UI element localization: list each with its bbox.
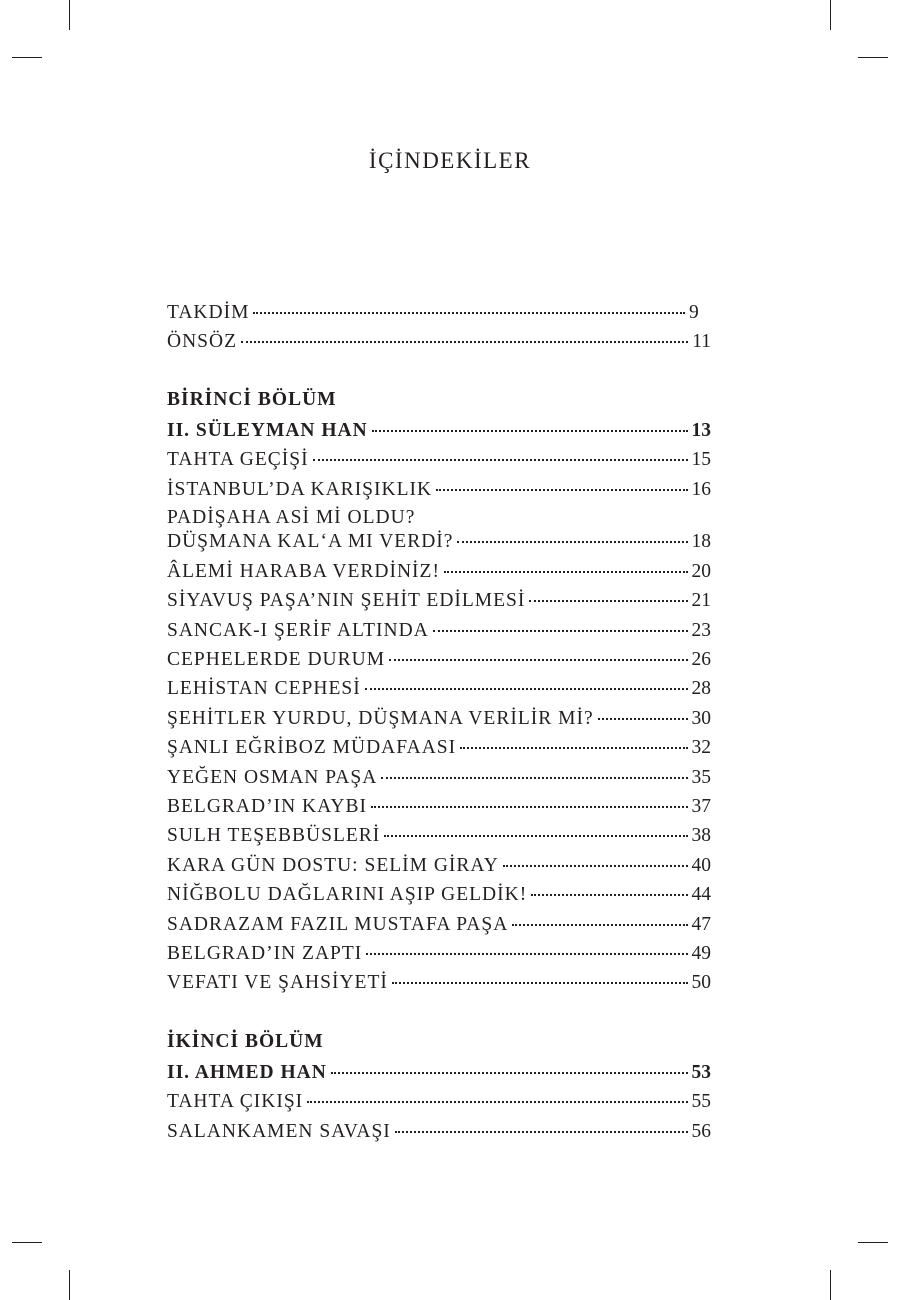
toc-entry-page: 44 [691, 884, 711, 906]
toc-entry-label: SANCAK-I ŞERİF ALTINDA [167, 619, 429, 641]
dot-leader [444, 551, 688, 573]
crop-mark [830, 1270, 831, 1300]
toc-part-1 [167, 385, 711, 996]
crop-mark [858, 1242, 888, 1243]
toc-chapter-label: II. SÜLEYMAN HAN [167, 419, 368, 441]
toc-entry-label: SİYAVUŞ PAŞA’NIN ŞEHİT EDİLMESİ [167, 590, 526, 612]
dot-leader [365, 669, 688, 691]
toc-entry-label: ÂLEMİ HARABA VERDİNİZ! [167, 560, 440, 582]
toc-entry-label: ÖNSÖZ [167, 330, 238, 352]
toc-entry-page: 15 [691, 449, 711, 471]
toc-chapter-page: 53 [691, 1061, 711, 1083]
toc-entry[interactable] [167, 1115, 711, 1144]
dot-leader [313, 440, 688, 462]
dot-leader [433, 610, 688, 632]
dot-leader [372, 410, 688, 432]
toc-entry-label: BELGRAD’IN ZAPTI [167, 942, 363, 964]
dot-leader [598, 698, 688, 720]
toc-entry-page: 55 [691, 1091, 711, 1113]
dot-leader [392, 963, 688, 985]
toc-entry-page: 35 [691, 766, 711, 788]
toc-entry-page: 9 [689, 301, 699, 323]
toc-entry[interactable] [167, 473, 711, 502]
crop-mark [69, 1270, 70, 1300]
toc-entry-page: 26 [691, 649, 711, 671]
toc-front [167, 296, 711, 355]
toc-entry-label: VEFATI VE ŞAHSİYETİ [167, 972, 388, 994]
toc-entry-label: ŞANLI EĞRİBOZ MÜDAFAASI [167, 737, 457, 759]
dot-leader [389, 640, 687, 662]
section-heading: BİRİNCİ BÖLÜM [167, 389, 337, 410]
toc-entry-label: NİĞBOLU DAĞLARINI AŞIP GELDİK! [167, 884, 528, 906]
toc-entry-page: 16 [691, 478, 711, 500]
dot-leader [331, 1052, 688, 1074]
toc-entry-page: 11 [692, 330, 711, 352]
toc-entry-page: 37 [691, 795, 711, 817]
toc-entry[interactable] [167, 967, 711, 996]
toc-entry-page: 40 [691, 854, 711, 876]
dot-leader [460, 728, 687, 750]
toc-entry-label: TAHTA ÇIKIŞI [167, 1091, 304, 1113]
toc-entry-label: ŞEHİTLER YURDU, DÜŞMANA VERİLİR Mİ? [167, 707, 594, 729]
toc-entry-label: SADRAZAM FAZIL MUSTAFA PAŞA [167, 913, 509, 935]
toc-entry-page: 21 [691, 590, 711, 612]
toc-entry-label: TAHTA GEÇİŞİ [167, 449, 309, 471]
toc-entry-page: 38 [691, 825, 711, 847]
toc-entry-page: 50 [691, 972, 711, 994]
toc-entry-page: 30 [691, 707, 711, 729]
page-title: İÇİNDEKİLER [368, 148, 532, 173]
dot-leader [457, 522, 687, 544]
dot-leader [395, 1111, 688, 1133]
toc-entry-label: CEPHELERDE DURUM [167, 649, 386, 671]
toc-chapter-page: 13 [691, 419, 711, 441]
toc-entry-page: 28 [691, 678, 711, 700]
dot-leader [253, 292, 685, 314]
dot-leader [503, 845, 688, 867]
crop-mark [69, 0, 70, 30]
toc-chapter-label: II. AHMED HAN [167, 1061, 327, 1083]
toc-entry-label: LEHİSTAN CEPHESİ [167, 678, 361, 700]
dot-leader [512, 904, 687, 926]
toc-entry-page: 23 [691, 619, 711, 641]
dot-leader [381, 757, 687, 779]
toc-entry-label: DÜŞMANA KAL‘A MI VERDİ? [167, 531, 454, 553]
dot-leader [371, 786, 688, 808]
crop-mark [858, 57, 888, 58]
crop-mark [12, 57, 42, 58]
toc-entry-page: 49 [691, 942, 711, 964]
toc-entry-label-line: PADİŞAHA ASİ Mİ OLDU? [167, 506, 416, 528]
crop-mark [830, 0, 831, 30]
toc-entry-label: BELGRAD’IN KAYBI [167, 795, 367, 817]
toc-part-2 [167, 1027, 711, 1145]
toc-entry-page: 47 [691, 913, 711, 935]
dot-leader [366, 933, 687, 955]
dot-leader [241, 321, 688, 343]
toc-entry-label: TAKDİM [167, 301, 250, 323]
section-heading: İKİNCİ BÖLÜM [167, 1031, 324, 1052]
toc-entry[interactable] [167, 325, 711, 354]
toc-entry-label: KARA GÜN DOSTU: SELİM GİRAY [167, 854, 499, 876]
toc-entry-label: YEĞEN OSMAN PAŞA [167, 766, 378, 788]
crop-mark [12, 1242, 42, 1243]
toc-entry-label: SULH TEŞEBBÜSLERİ [167, 825, 381, 847]
toc-entry-page: 32 [691, 737, 711, 759]
toc-entry-page: 56 [691, 1120, 711, 1142]
dot-leader [529, 581, 687, 603]
dot-leader [531, 875, 687, 897]
dot-leader [436, 469, 687, 491]
toc-entry-page: 18 [691, 531, 711, 553]
toc-entry-label: SALANKAMEN SAVAŞI [167, 1120, 391, 1142]
dot-leader [384, 816, 687, 838]
toc-entry-label: İSTANBUL’DA KARIŞIKLIK [167, 478, 433, 500]
dot-leader [307, 1082, 687, 1104]
toc-entry-page: 20 [691, 560, 711, 582]
